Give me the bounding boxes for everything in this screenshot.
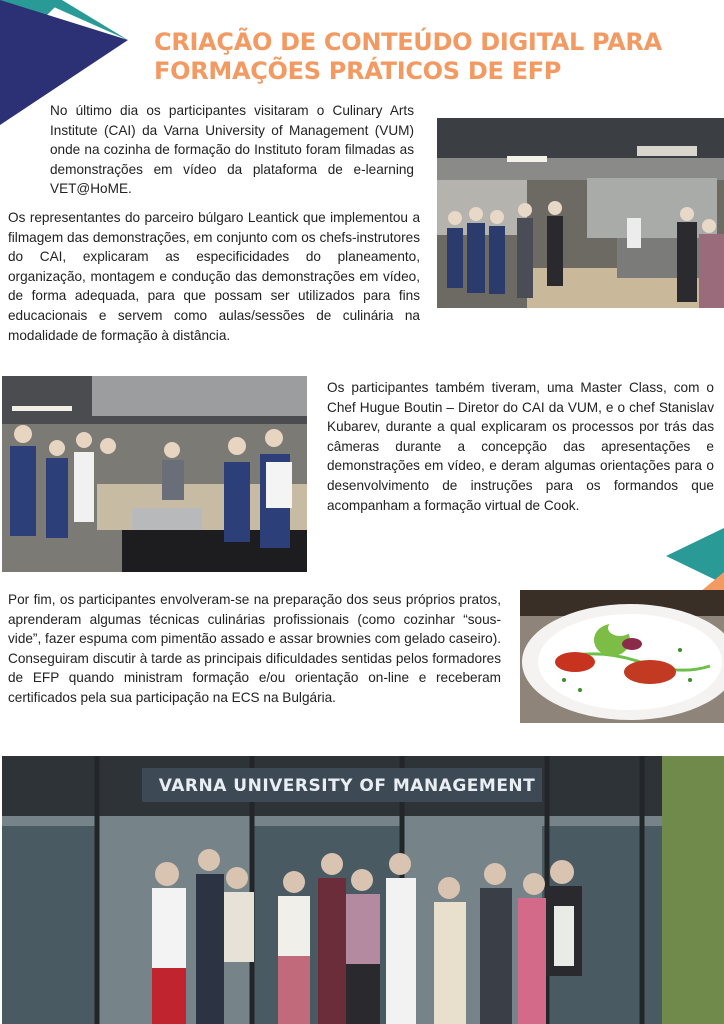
title-line-2: FORMAÇÕES PRÁTICOS DE EFP — [154, 57, 562, 85]
title-line-1: CRIAÇÃO DE CONTEÚDO DIGITAL PARA — [154, 28, 662, 56]
photo-group-vum — [2, 756, 724, 1024]
photo-master-class — [2, 376, 307, 572]
paragraph-partner: Os representantes do parceiro búlgaro Leantick que implementou a filmagem das demonstrações, em conjunto com os chefs-instrutores do CAI, explicaram as especificidades do planeamento, organização, montagem e condução das demonstrações em vídeo, de forma adequada, para que possam ser utilizados para fins educacionais e servem como aulas/sessões de culinária na modalidade de formação à distância. — [8, 210, 420, 343]
paragraph-dishes: Por fim, os participantes envolveram-se na preparação dos seus próprios pratos, aprenderam algumas técnicas culinárias profissionais (como cozinhar “sous-vide”, fazer espuma com pimentão assado e assar brownies com gelado caseiro). Conseguiram discutir à tarde as principais dificuldades sentidas pelos formadores de EFP quando ministram formação e/ou orientação on-line e receberam certificados pela sua participação na ECS na Bulgária. — [8, 592, 501, 705]
photo-kitchen-filming — [437, 118, 724, 308]
university-sign: VARNA UNIVERSITY OF MANAGEMENT — [158, 776, 536, 796]
side-decoration-triangle — [660, 528, 724, 592]
page-title — [154, 28, 714, 86]
photo-plated-dish — [520, 590, 724, 723]
paragraph-master-class: Os participantes também tiveram, uma Master Class, com o Chef Hugue Boutin – Diretor do CAI da VUM, e o chef Stanislav Kubarev, durante a qual explicaram os processos por trás das câmeras durante a concepção das apresentações e demonstrações em vídeo, e deram algumas orientações para o desenvolvimento de instruções para os formandos que acompanham a formação virtual de Cook. — [327, 380, 714, 513]
paragraph-visit: No último dia os participantes visitaram o Culinary Arts Institute (CAI) da Varna University of Management (VUM) onde na cozinha de formação do Instituto foram filmadas as demonstrações em vídeo da plataforma de e-learning VET@HoME. — [50, 103, 414, 197]
